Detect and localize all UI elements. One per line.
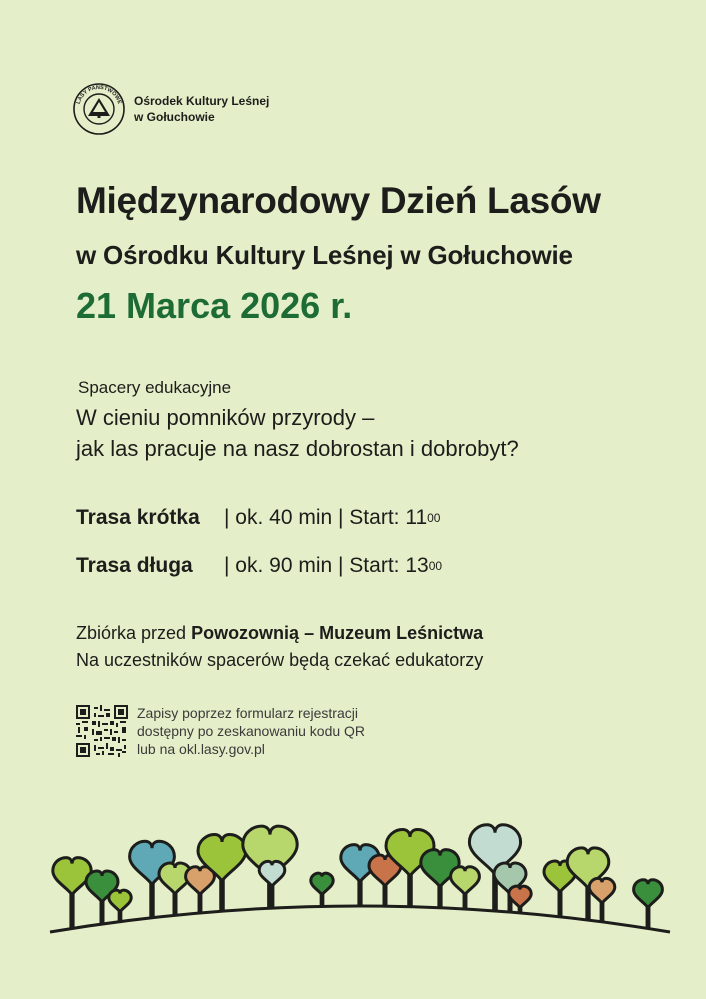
walks-title	[76, 402, 519, 464]
heart-tree-crown	[311, 873, 333, 895]
organizer-name-line1: Ośrodek Kultury Leśnej	[134, 94, 270, 108]
heart-trees-illustration	[40, 810, 680, 940]
route-start: | Start: 11	[338, 506, 428, 529]
walks-title-line1: W cieniu pomników przyrody –	[76, 405, 375, 430]
meeting-line2: Na uczestników spacerów będą czekać edukatorzy	[76, 650, 484, 670]
route-name: Trasa krótka	[76, 506, 200, 529]
event-date: 21 Marca 2026 r.	[76, 285, 353, 326]
organizer-name	[134, 93, 269, 125]
meeting-line1	[76, 620, 483, 647]
heart-tree-crown	[589, 878, 615, 903]
heart-tree-crown	[634, 880, 663, 908]
route-start-minutes: 00	[428, 559, 443, 573]
heart-tree-crown	[451, 867, 480, 895]
route-start-minutes: 00	[427, 511, 441, 525]
meeting-place: Powozownią – Muzeum Leśnictwa	[191, 623, 484, 643]
heart-tree-crown	[53, 858, 91, 895]
route-duration: | ok. 90 min	[224, 554, 333, 577]
route-name: Trasa długa	[76, 554, 193, 577]
route-duration: | ok. 40 min	[224, 506, 333, 529]
route-start: | Start: 13	[338, 554, 429, 577]
route-long	[76, 554, 442, 578]
meeting-prefix: Zbiórka przed	[76, 623, 192, 643]
event-title: Międzynarodowy Dzień Lasów	[76, 180, 601, 221]
route-short	[76, 506, 440, 530]
organizer-name-line2: w Gołuchowie	[134, 110, 215, 124]
lasy-panstwowe-logo-icon	[72, 82, 126, 136]
walks-title-line2: jak las pracuje na nasz dobrostan i dobrobyt?	[76, 436, 519, 461]
heart-tree-crown	[259, 861, 285, 886]
organizer-logo	[72, 82, 269, 136]
qr-code-icon[interactable]	[76, 705, 128, 757]
heart-tree-crown	[109, 890, 131, 912]
event-subtitle: w Ośrodku Kultury Leśnej w Gołuchowie	[76, 240, 573, 270]
registration-info	[137, 704, 365, 758]
walks-label: Spacery edukacyjne	[78, 378, 232, 397]
meeting-info	[76, 620, 483, 674]
registration-line2: dostępny po zeskanowaniu kodu QR	[137, 723, 366, 739]
registration-line3[interactable]: lub na okl.lasy.gov.pl	[137, 741, 265, 757]
logo-seal-text: LASY PAŃSTWOWE	[75, 84, 123, 105]
registration-line1: Zapisy poprzez formularz rejestracji	[137, 705, 358, 721]
